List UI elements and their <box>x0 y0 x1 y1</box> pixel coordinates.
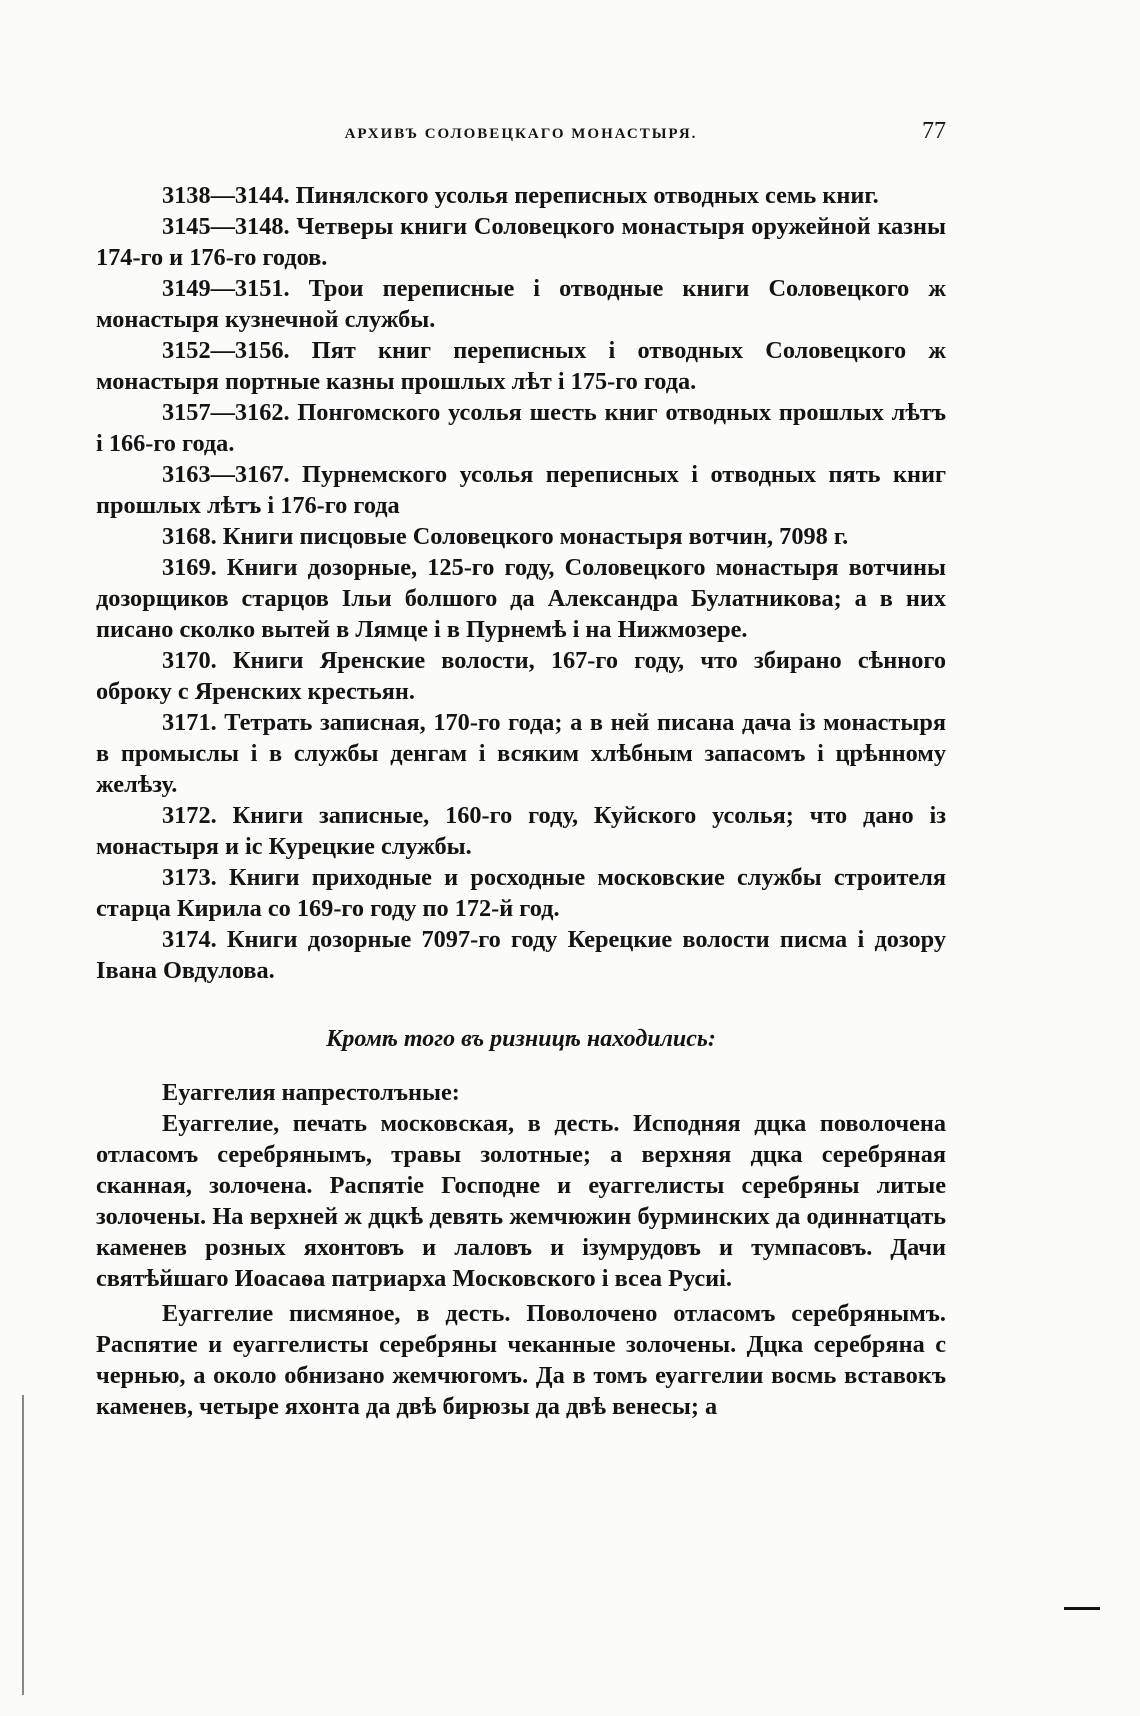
entry-3138: 3138—3144. Пинялского усолья переписных отводных семь книг. <box>162 182 879 209</box>
entry-3163: 3163—3167. Пурнемского усолья переписных і отводных пять книг прошлых лѣтъ і 176-го года <box>96 461 946 519</box>
page-header <box>96 118 946 158</box>
gospel-paragraph-2: Еуаггелие писмяное, в десть. Поволочено отласомъ серебрянымъ. Распятие и еуаггелисты серебряны чеканные золочены. Дцка серебряна с чернью, а около обнизано жемчюгомъ. Да в томъ еуаггелии восмь вставокъ каменев, четыре яхонта да двѣ бирюзы да двѣ венесы; а <box>96 1300 946 1420</box>
entry-3168: 3168. Книги писцовые Соловецкого монастыря вотчин, 7098 г. <box>162 523 849 550</box>
entry-3145: 3145—3148. Четверы книги Соловецкого монастыря оружейной казны 174-го и 176-го годов. <box>96 213 946 271</box>
entry-3170: 3170. Книги Яренские волости, 167-го году, что збирано сѣнного оброку с Яренских крестьян. <box>96 647 946 705</box>
section-heading: Кромѣ того въ ризницѣ находились: <box>326 1026 716 1052</box>
entry-3173: 3173. Книги приходные и росходные московские службы строителя старца Кирила со 169-го году по 172-й год. <box>96 864 946 922</box>
entry-3169: 3169. Книги дозорные, 125-го году, Соловецкого монастыря вотчины дозорщиков старцов Ільи болшого да Александра Булатникова; а в них писано сколко вытей в Лямце і в Пурнемѣ і на Нижмозере. <box>96 554 946 643</box>
entry-3172: 3172. Книги записные, 160-го году, Куйского усолья; что дано із монастыря и іс Курецкие службы. <box>96 802 946 860</box>
text-column <box>96 118 946 1422</box>
page-number: 77 <box>922 118 946 144</box>
gospel-paragraph-1: Еуаггелие, печать московская, в десть. Исподняя дцка поволочена отласомъ серебрянымъ, травы золотные; а верхняя дцка серебряная сканная, золочена. Распятіе Господне и еуаггелисты серебряны литые золочены. На верхней ж дцкѣ девять жемчюжин бурминских да одиннатцать каменев розных яхонтовъ и лаловъ и ізумрудовъ и тумпасовъ. Дачи святѣйшаго Иоасаѳа патриарха Московского і всеа Русиі. <box>96 1110 946 1292</box>
entry-3171: 3171. Тетрать записная, 170-го года; а в ней писана дача із монастыря в промыслы і в службы денгам і всяким хлѣбным запасомъ і црѣнному желѣзу. <box>96 709 946 798</box>
scan-margin-mark <box>1064 1607 1100 1610</box>
section-subheading: Еуаггелия напрестолъные: <box>162 1079 460 1106</box>
entry-3149: 3149—3151. Трои переписные і отводные книги Соловецкого ж монастыря кузнечной службы. <box>96 275 946 333</box>
scan-edge-line <box>22 1395 24 1695</box>
archive-entries <box>96 180 946 986</box>
entry-3152: 3152—3156. Пят книг переписных і отводных Соловецкого ж монастыря портные казны прошлых лѣт і 175-го года. <box>96 337 946 395</box>
entry-3157: 3157—3162. Понгомского усолья шесть книг отводных прошлых лѣтъ і 166-го года. <box>96 399 946 457</box>
running-head: АРХИВЪ СОЛОВЕЦКАГО МОНАСТЫРЯ. <box>344 126 698 142</box>
entry-3174: 3174. Книги дозорные 7097-го году Керецкие волости писма і дозору Івана Овдулова. <box>96 926 946 984</box>
